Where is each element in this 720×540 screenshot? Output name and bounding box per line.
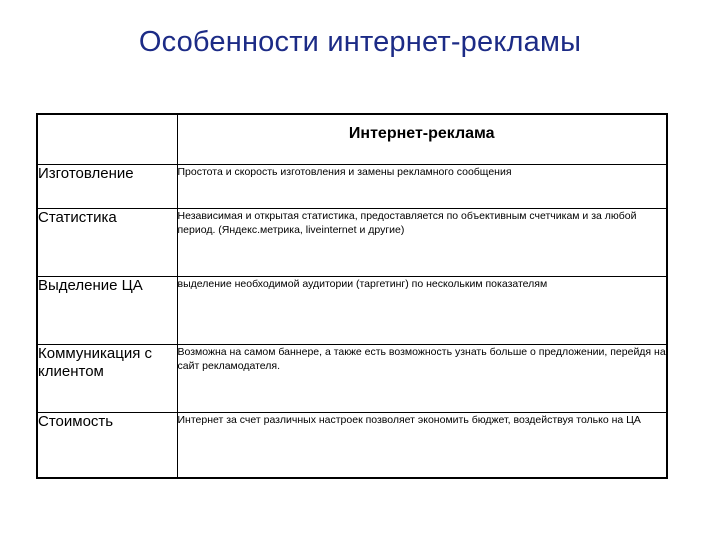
table-header-row [37,114,667,164]
table-row-communication [37,344,667,412]
table-row-production [37,164,667,208]
table-row-cost [37,412,667,478]
row-description: Возможна на самом баннере, а также есть возможность узнать больше о предложении, перейдя на сайт рекламодателя. [177,344,667,412]
row-description: Независимая и открытая статистика, предоставляется по объективным счетчикам и за любой период. (Яндекс.метрика, liveinternet и другие) [177,208,667,276]
features-table [36,113,668,479]
row-label: Стоимость [37,412,177,478]
row-label: Изготовление [37,164,177,208]
column-header-internet-ads: Интернет-реклама [177,114,667,164]
slide-title: Особенности интернет-рекламы [138,26,582,58]
row-label: Выделение ЦА [37,276,177,344]
table-row-statistics [37,208,667,276]
row-description: Простота и скорость изготовления и замены рекламного сообщения [177,164,667,208]
row-description: Интернет за счет различных настроек позволяет экономить бюджет, воздействуя только на ЦА [177,412,667,478]
table-row-targeting [37,276,667,344]
row-description: выделение необходимой аудитории (таргетинг) по нескольким показателям [177,276,667,344]
row-label: Статистика [37,208,177,276]
row-label: Коммуникация с клиентом [37,344,177,412]
header-empty-cell [37,114,177,164]
